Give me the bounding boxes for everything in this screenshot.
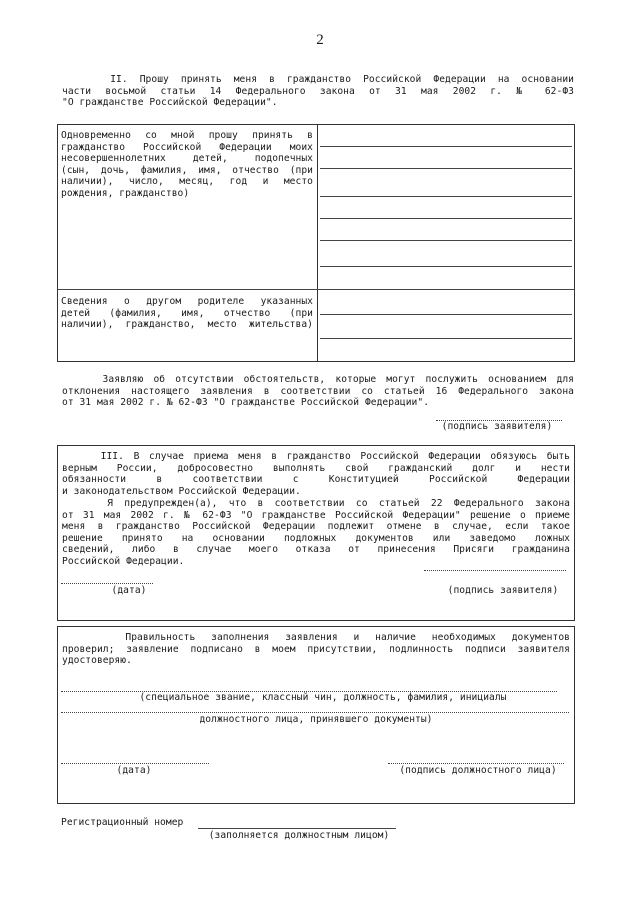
text-line: верным России, добросовестно выполнять свой гражданский долг и нести bbox=[62, 462, 570, 474]
official-date-caption: (дата) bbox=[116, 765, 152, 776]
applicant-signature-caption: (подпись заявителя) bbox=[447, 585, 559, 596]
text-line: Сведения о другом родителе указанных bbox=[61, 296, 313, 307]
official-date-line[interactable] bbox=[61, 763, 209, 764]
official-caption-2: должностного лица, принявшего документы) bbox=[199, 714, 433, 725]
official-signature-line[interactable] bbox=[388, 763, 564, 764]
text-line: гражданство Российской Федерации моих bbox=[61, 141, 313, 153]
text-line: рождения, гражданство) bbox=[61, 187, 190, 199]
text-line: Правильность заполнения заявления и наличие необходимых документов bbox=[62, 632, 570, 643]
text-line: отклонения настоящего заявления в соответствии со статьей 16 Федерального закона bbox=[62, 385, 574, 397]
text-line: сведений, либо в случае моего отказа от принесения Присяги гражданина bbox=[62, 544, 570, 555]
text-line: части восьмой статьи 14 Федерального закона от 31 мая 2002 г. № 62-ФЗ bbox=[62, 85, 574, 97]
official-caption-1: (специальное звание, классный чин, должность, фамилия, инициалы bbox=[139, 692, 507, 703]
children-label bbox=[61, 130, 313, 199]
text-line: от 31 мая 2002 г. № 62-ФЗ "О гражданстве Российской Федерации" решение о приеме bbox=[62, 509, 570, 521]
applicant-signature-caption: (подпись заявителя) bbox=[441, 421, 553, 432]
text-line: III. В случае приема меня в гражданство Российской Федерации обязуюсь быть bbox=[62, 451, 570, 462]
text-line: наличии), гражданство, место жительства) bbox=[61, 319, 313, 330]
text-line: (сын, дочь, фамилия, имя, отчество (при bbox=[61, 164, 313, 176]
date-caption: (дата) bbox=[111, 585, 147, 596]
text-line: удостоверяю. bbox=[62, 655, 132, 666]
answer-line[interactable] bbox=[320, 168, 572, 169]
section3-paragraph2 bbox=[62, 498, 570, 567]
answer-line[interactable] bbox=[320, 338, 572, 339]
text-line: Одновременно со мной прошу принять в bbox=[61, 130, 313, 141]
section2-intro bbox=[62, 74, 574, 109]
text-line: II. Прошу принять меня в гражданство Российской Федерации на основании bbox=[62, 74, 574, 85]
applicant-signature-line[interactable] bbox=[424, 570, 566, 571]
answer-line[interactable] bbox=[320, 196, 572, 197]
text-line: "О гражданстве Российской Федерации". bbox=[62, 97, 278, 108]
answer-line[interactable] bbox=[320, 266, 572, 267]
parent-label bbox=[61, 296, 313, 331]
text-line: проверил; заявление подписано в моем присутствии, подлинность подписи заявителя bbox=[62, 643, 570, 655]
answer-line[interactable] bbox=[320, 314, 572, 315]
text-line: Российской Федерации. bbox=[62, 555, 185, 567]
registration-number-line[interactable] bbox=[198, 828, 396, 829]
text-line: решение принято на основании подложных документов или заведомо ложных bbox=[62, 532, 570, 544]
declaration-text bbox=[62, 374, 574, 409]
answer-line[interactable] bbox=[320, 218, 572, 219]
page-number: 2 bbox=[316, 32, 324, 48]
official-signature-caption: (подпись должностного лица) bbox=[399, 765, 557, 776]
text-line: Я предупрежден(а), что в соответствии со статьей 22 Федерального закона bbox=[62, 498, 570, 509]
text-line: обязанности в соответствии с Конституцией Российской Федерации bbox=[62, 474, 570, 485]
answer-line[interactable] bbox=[320, 240, 572, 241]
section3-paragraph1 bbox=[62, 451, 570, 497]
answer-line[interactable] bbox=[320, 146, 572, 147]
text-line: от 31 мая 2002 г. № 62-ФЗ "О гражданстве Российской Федерации". bbox=[62, 397, 430, 408]
table-column-divider bbox=[317, 124, 318, 362]
text-line: Заявляю об отсутствии обстоятельств, которые могут послужить основанием для bbox=[62, 374, 574, 385]
text-line: детей (фамилия, имя, отчество (при bbox=[61, 307, 313, 319]
text-line: несовершеннолетних детей, подопечных bbox=[61, 153, 313, 164]
registration-label: Регистрационный номер bbox=[61, 817, 184, 828]
table-row-divider bbox=[57, 289, 575, 290]
date-line[interactable] bbox=[61, 583, 153, 584]
registration-caption: (заполняется должностным лицом) bbox=[208, 830, 390, 841]
official-name-line-2[interactable] bbox=[61, 712, 569, 713]
text-line: наличии), число, месяц, год и место bbox=[61, 176, 313, 187]
text-line: меня в гражданство Российской Федерации подлежит отмене в случае, если такое bbox=[62, 521, 570, 532]
text-line: и законодательством Российской Федерации. bbox=[62, 485, 301, 497]
official-text bbox=[62, 632, 570, 667]
